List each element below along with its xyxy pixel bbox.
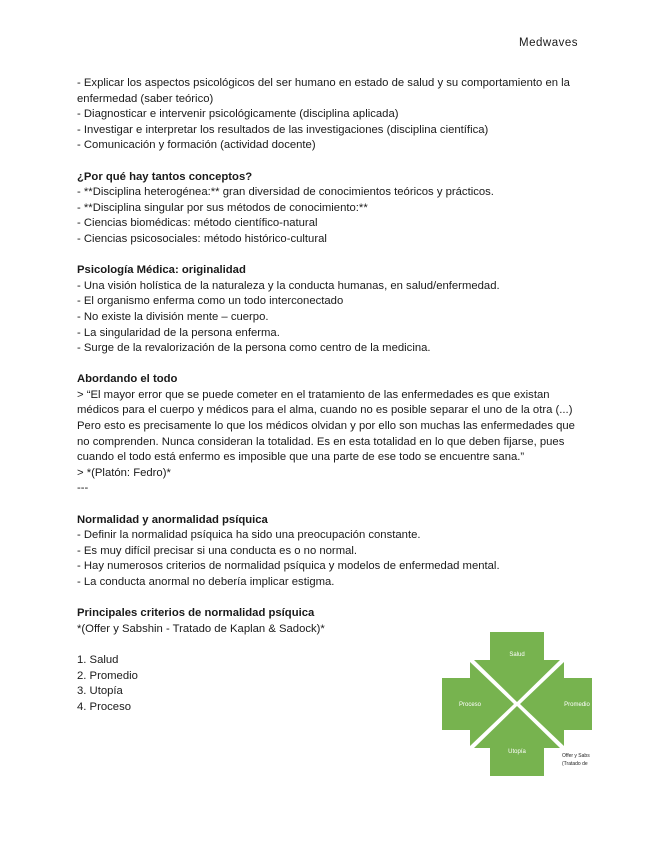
diagram-label-right: Promedio — [564, 702, 590, 708]
quote: > “El mayor error que se puede cometer en el tratamiento de las enfermedades es que existan médicos para el cuerpo y médicos para el alma, cuando no es posible separar el uno de la otra (...) Pero esto es precisamente lo que los médicos olvidan y por ello son muchas las enfermedades que no comprenden. Nunca consideran la totalidad. Es en esta totalidad en lo que deben fijarse, pues cuando el todo está enfermo es imposible que una parte de ese todo se encuentre sana.” — [77, 388, 575, 464]
section-heading: Normalidad y anormalidad psíquica — [77, 513, 268, 526]
list-item: - Ciencias biomédicas: método científico-natural — [77, 217, 318, 230]
criteria-item: 4. Proceso — [77, 700, 132, 713]
diagram-label-top: Salud — [509, 652, 525, 658]
list-item: - La singularidad de la persona enferma. — [77, 326, 280, 339]
intro-list — [77, 76, 582, 154]
intro-item: - Diagnosticar e intervenir psicológicamente (disciplina aplicada) — [77, 108, 399, 121]
quote-attribution: > *(Platón: Fedro)* — [77, 466, 171, 479]
document-header: Medwaves — [519, 37, 578, 49]
list-item: - Es muy difícil precisar si una conducta es o no normal. — [77, 544, 358, 557]
criteria-item: 2. Promedio — [77, 669, 138, 682]
diagram-caption — [562, 752, 590, 768]
list-item: - Surge de la revalorización de la persona como centro de la medicina. — [77, 342, 431, 355]
list-item: - Definir la normalidad psíquica ha sido una preocupación constante. — [77, 529, 421, 542]
separator: --- — [77, 482, 89, 495]
section-originalidad — [77, 263, 582, 357]
list-item: - El organismo enferma como un todo interconectado — [77, 295, 344, 308]
section-heading: Psicología Médica: originalidad — [77, 264, 246, 277]
diagram-caption-line: (Tratado de — [562, 761, 588, 767]
section-conceptos — [77, 170, 582, 248]
intro-item: - Explicar los aspectos psicológicos del ser humano en estado de salud y su comportamiento en la enfermedad (saber teórico) — [77, 77, 570, 105]
criteria-item: 3. Utopía — [77, 685, 123, 698]
section-heading: Abordando el todo — [77, 373, 178, 386]
document-body — [77, 76, 582, 715]
list-item: - Hay numerosos criterios de normalidad psíquica y modelos de enfermedad mental. — [77, 560, 500, 573]
section-subtitle: *(Offer y Sabshin - Tratado de Kaplan & Sadock)* — [77, 622, 325, 635]
list-item: - Una visión holística de la naturaleza y la conducta humanas, en salud/enfermedad. — [77, 279, 500, 292]
list-item: - La conducta anormal no debería implicar estigma. — [77, 576, 335, 588]
diagram-caption-line: Offer y Sabs — [562, 753, 590, 759]
section-abordando — [77, 372, 582, 481]
intro-item: - Comunicación y formación (actividad docente) — [77, 139, 316, 152]
list-item: - **Disciplina heterogénea:** gran diversidad de conocimientos teóricos y prácticos. — [77, 186, 494, 199]
list-item: - No existe la división mente – cuerpo. — [77, 310, 269, 323]
criteria-item: 1. Salud — [77, 653, 119, 666]
section-normalidad — [77, 513, 582, 591]
list-item: - **Disciplina singular por sus métodos de conocimiento:** — [77, 201, 368, 214]
diagram-label-left: Proceso — [458, 702, 482, 708]
diagram-label-bottom: Utopía — [508, 749, 526, 755]
section-heading: ¿Por qué hay tantos conceptos? — [77, 170, 253, 183]
section-heading: Principales criterios de normalidad psíquica — [77, 607, 315, 620]
intro-item: - Investigar e interpretar los resultados de las investigaciones (disciplina científica) — [77, 123, 489, 136]
list-item: - Ciencias psicosociales: método histórico-cultural — [77, 232, 327, 245]
